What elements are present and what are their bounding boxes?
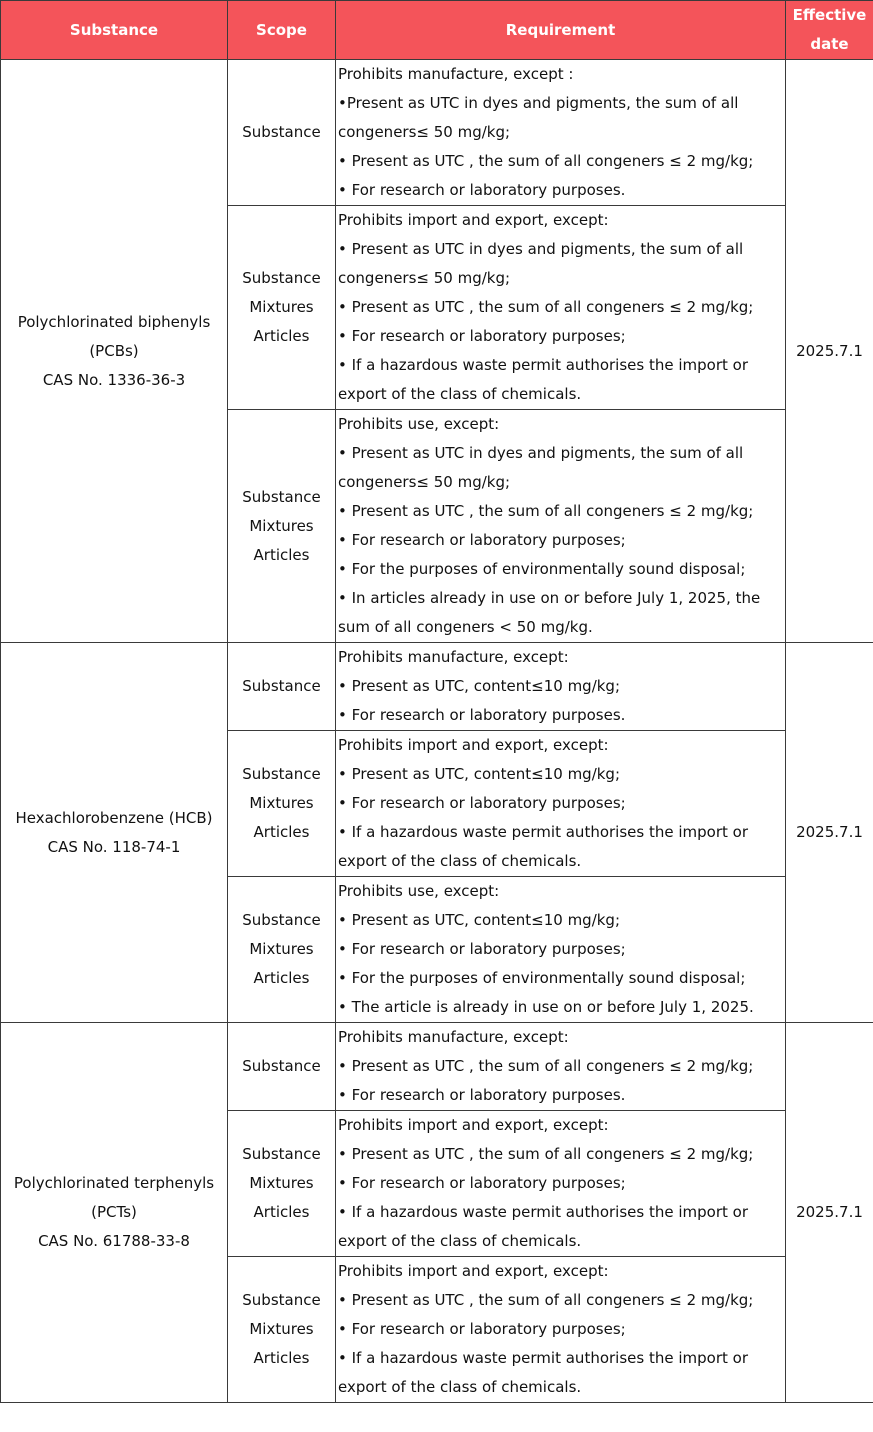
requirement-line: • For research or laboratory purposes. — [338, 706, 626, 724]
requirement-cell — [336, 410, 786, 643]
scope-line: Substance — [242, 677, 321, 695]
scope-line: Articles — [253, 969, 310, 987]
table-row — [1, 1023, 873, 1111]
substance-line: CAS No. 1336-36-3 — [42, 370, 186, 389]
requirement-line: • Present as UTC , the sum of all congeners ≤ 2 mg/kg; — [338, 298, 754, 316]
scope-line: Substance — [242, 765, 321, 783]
requirement-line: • For research or laboratory purposes. — [338, 181, 626, 199]
requirement-line: export of the class of chemicals. — [338, 1378, 582, 1396]
requirement-line: • For research or laboratory purposes; — [338, 794, 626, 812]
requirement-cell — [336, 1257, 786, 1403]
header-effective-line1: Effective — [792, 6, 867, 24]
requirement-cell — [336, 60, 786, 206]
substance-line: CAS No. 61788-33-8 — [38, 1232, 190, 1250]
requirement-line: Prohibits manufacture, except : — [338, 65, 574, 83]
scope-line: Substance — [242, 1145, 321, 1163]
header-effective-date — [786, 1, 873, 60]
header-scope: Scope — [228, 1, 336, 60]
scope-cell — [228, 1111, 336, 1257]
scope-cell — [228, 731, 336, 877]
requirement-line: • For research or laboratory purposes; — [338, 327, 626, 345]
scope-line: Articles — [253, 545, 310, 564]
requirement-line: • Present as UTC in dyes and pigments, the sum of all — [338, 240, 744, 258]
header-effective-line2: date — [810, 35, 849, 53]
table-body — [1, 60, 873, 1403]
scope-cell — [228, 410, 336, 643]
scope-line: Substance — [242, 487, 321, 506]
requirement-line: • Present as UTC , the sum of all congeners ≤ 2 mg/kg; — [338, 1057, 754, 1075]
effective-date-cell: 2025.7.1 — [786, 643, 873, 1023]
scope-line: Articles — [253, 1349, 310, 1367]
requirement-cell — [336, 877, 786, 1023]
requirement-cell — [336, 643, 786, 731]
requirement-line: Prohibits import and export, except: — [338, 736, 609, 754]
scope-line: Mixtures — [249, 940, 314, 958]
scope-line: Mixtures — [249, 298, 314, 316]
requirement-line: • For research or laboratory purposes; — [338, 1320, 626, 1338]
requirement-line: • If a hazardous waste permit authorises the import or — [338, 1203, 748, 1221]
requirement-line: • If a hazardous waste permit authorises the import or — [338, 823, 748, 841]
substance-line: Polychlorinated terphenyls — [13, 1174, 215, 1192]
requirement-line: congeners≤ 50 mg/kg; — [338, 473, 511, 491]
scope-line: Mixtures — [249, 1174, 314, 1192]
header-substance: Substance — [1, 1, 228, 60]
requirement-line: • Present as UTC , the sum of all congeners ≤ 2 mg/kg; — [338, 1291, 754, 1309]
effective-date-cell: 2025.7.1 — [786, 1023, 873, 1403]
requirement-line: • Present as UTC, content≤10 mg/kg; — [338, 677, 621, 695]
table-header — [1, 1, 873, 60]
scope-line: Substance — [242, 1291, 321, 1309]
requirement-line: • For research or laboratory purposes; — [338, 1174, 626, 1192]
requirement-line: Prohibits manufacture, except: — [338, 1028, 569, 1046]
table-row — [1, 643, 873, 731]
requirement-cell — [336, 1023, 786, 1111]
scope-cell — [228, 60, 336, 206]
table-row — [1, 60, 873, 206]
scope-line: Articles — [253, 327, 310, 345]
substance-cell — [1, 60, 228, 643]
requirement-line: • For research or laboratory purposes. — [338, 1086, 626, 1104]
scope-cell — [228, 643, 336, 731]
requirement-line: Prohibits import and export, except: — [338, 211, 609, 229]
requirement-line: sum of all congeners < 50 mg/kg. — [338, 618, 593, 636]
requirement-line: • Present as UTC , the sum of all congeners ≤ 2 mg/kg; — [338, 1145, 754, 1163]
effective-date-cell: 2025.7.1 — [786, 60, 873, 643]
requirement-line: • Present as UTC , the sum of all congeners ≤ 2 mg/kg; — [338, 502, 754, 520]
requirement-line: • In articles already in use on or before July 1, 2025, the — [338, 589, 761, 607]
scope-line: Mixtures — [249, 794, 314, 812]
requirement-line: • If a hazardous waste permit authorises the import or — [338, 356, 748, 374]
requirement-cell — [336, 731, 786, 877]
scope-line: Substance — [242, 269, 321, 287]
requirement-line: • Present as UTC, content≤10 mg/kg; — [338, 765, 621, 783]
requirement-line: export of the class of chemicals. — [338, 852, 582, 870]
requirement-line: • Present as UTC , the sum of all congeners ≤ 2 mg/kg; — [338, 152, 754, 170]
requirement-line: • For research or laboratory purposes; — [338, 531, 626, 549]
requirement-line: Prohibits use, except: — [338, 415, 500, 433]
requirement-line: • For the purposes of environmentally sound disposal; — [338, 969, 746, 987]
requirement-cell — [336, 206, 786, 410]
scope-line: Articles — [253, 823, 310, 841]
requirement-line: Prohibits use, except: — [338, 882, 500, 900]
requirement-line: • For research or laboratory purposes; — [338, 940, 626, 958]
substance-line: (PCTs) — [91, 1203, 137, 1221]
scope-line: Substance — [242, 911, 321, 929]
substance-line: CAS No. 118-74-1 — [47, 837, 181, 856]
requirement-line: • If a hazardous waste permit authorises the import or — [338, 1349, 748, 1367]
requirement-line: • Present as UTC in dyes and pigments, the sum of all — [338, 444, 744, 462]
header-row — [1, 1, 873, 60]
substance-line: (PCBs) — [89, 341, 139, 360]
substance-line: Hexachlorobenzene (HCB) — [15, 808, 213, 827]
requirement-line: • Present as UTC, content≤10 mg/kg; — [338, 911, 621, 929]
requirement-line: Prohibits manufacture, except: — [338, 648, 569, 666]
substance-line: Polychlorinated biphenyls — [17, 312, 211, 331]
scope-cell — [228, 206, 336, 410]
scope-cell — [228, 877, 336, 1023]
requirement-line: congeners≤ 50 mg/kg; — [338, 269, 511, 287]
requirement-line: • For the purposes of environmentally sound disposal; — [338, 560, 746, 578]
scope-cell — [228, 1257, 336, 1403]
substance-cell — [1, 1023, 228, 1403]
scope-cell — [228, 1023, 336, 1111]
scope-line: Substance — [242, 1057, 321, 1075]
requirement-line: export of the class of chemicals. — [338, 385, 582, 403]
requirement-line: • The article is already in use on or before July 1, 2025. — [338, 998, 754, 1016]
header-requirement: Requirement — [336, 1, 786, 60]
requirement-line: •Present as UTC in dyes and pigments, the sum of all — [338, 94, 739, 112]
requirement-line: Prohibits import and export, except: — [338, 1262, 609, 1280]
requirement-cell — [336, 1111, 786, 1257]
scope-line: Substance — [242, 123, 321, 141]
scope-line: Articles — [253, 1203, 310, 1221]
requirement-line: congeners≤ 50 mg/kg; — [338, 123, 511, 141]
scope-line: Mixtures — [249, 1320, 314, 1338]
requirement-line: Prohibits import and export, except: — [338, 1116, 609, 1134]
scope-line: Mixtures — [249, 516, 314, 535]
substance-cell — [1, 643, 228, 1023]
requirement-line: export of the class of chemicals. — [338, 1232, 582, 1250]
